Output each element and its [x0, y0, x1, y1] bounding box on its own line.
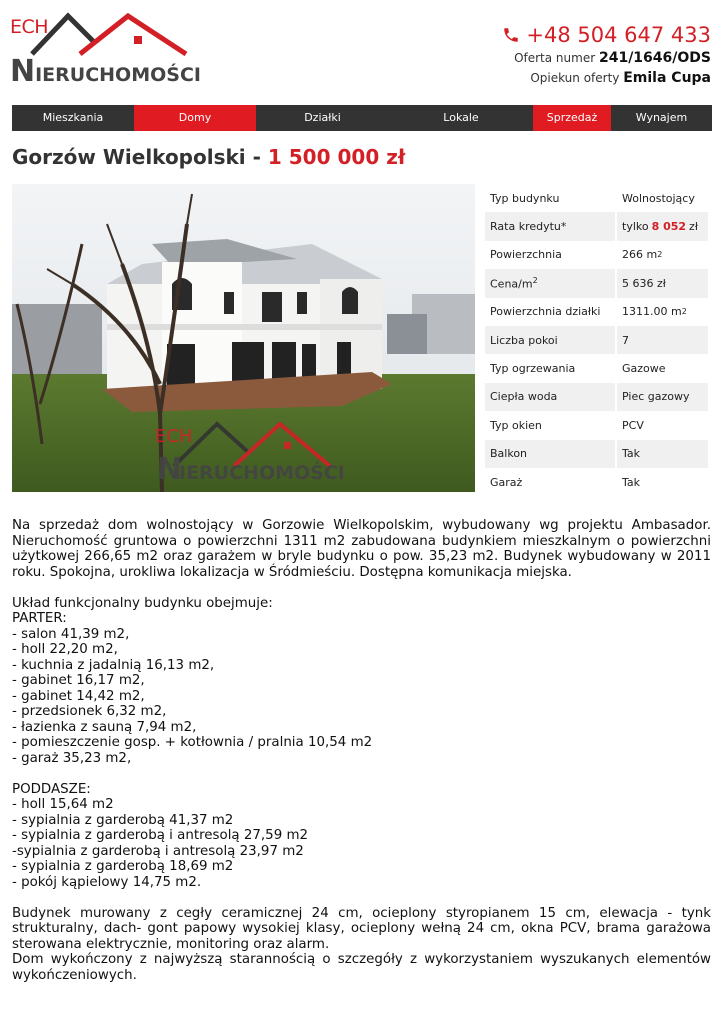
- logo-rest: IERUCHOMOŚCI: [35, 64, 201, 86]
- spec-value: PCV: [615, 411, 708, 439]
- offer-number-line: [502, 48, 711, 68]
- spec-row-garaz: [485, 468, 708, 496]
- property-photo[interactable]: [12, 184, 475, 492]
- spec-value-text: 266 m: [622, 248, 658, 262]
- list-item: - kuchnia z jadalnią 16,13 m2,: [12, 657, 215, 673]
- offer-label: Oferta numer: [514, 51, 596, 65]
- list-item: -sypialnia z garderobą i antresolą 23,97 m2: [12, 843, 304, 859]
- spec-value-sup: 2: [657, 250, 663, 260]
- spec-label: Liczba pokoi: [490, 333, 558, 347]
- rata-prefix: tylko: [622, 220, 649, 234]
- spec-label: Garaż: [490, 475, 523, 489]
- list-item: - gabinet 14,42 m2,: [12, 688, 145, 704]
- rata-suffix: zł: [689, 220, 698, 234]
- list-item: - sypialnia z garderobą 18,69 m2: [12, 859, 234, 874]
- spec-row-typ-ogrzewania: [485, 354, 708, 382]
- layout-heading: Układ funkcjonalny budynku obejmuje:: [12, 595, 273, 611]
- watermark-initial: N: [157, 452, 183, 487]
- spec-row-balkon: [485, 440, 708, 468]
- agent-label: Opiekun oferty: [530, 71, 620, 85]
- property-description: [12, 518, 711, 983]
- title-price: 1 500 000 zł: [267, 145, 406, 169]
- spec-label-text: Cena/m: [490, 277, 533, 291]
- contact-block: [502, 22, 711, 88]
- nav-item-mieszkania[interactable]: Mieszkania: [42, 111, 104, 124]
- spec-label: Ciepła woda: [490, 390, 558, 404]
- spec-row-ciepla-woda: [485, 383, 708, 411]
- spec-value: Piec gazowy: [615, 383, 708, 411]
- spec-value: [615, 212, 708, 240]
- spec-label: [485, 276, 615, 291]
- list-item: - pokój kąpielowy 14,75 m2.: [12, 874, 202, 890]
- title-city: Gorzów Wielkopolski -: [12, 145, 268, 169]
- description-intro: Na sprzedaż dom wolnostojący w Gorzowie Wielkopolskim, wybudowany wg projektu Ambasador. Nieruchomość gruntowa o powierzchni 1311 m2 zabudowana budynkiem mieszkalnym o powierzchni użytkowej 266,65 m2 oraz garażem w bryle budynku o pow. 35,23 m2. Budynek wybudowany w 2011 roku. Spokojna, urokliwa lokalizacja w Śródmieściu. Dostępna komunikacja miejska.: [12, 518, 711, 580]
- page-title: [12, 145, 405, 169]
- watermark-ech: ECH: [155, 426, 193, 447]
- spec-label: Typ okien: [490, 418, 542, 432]
- company-logo[interactable]: [10, 10, 201, 89]
- agent-name: Emila Cupa: [623, 70, 711, 86]
- nav-item-sprzedaz[interactable]: Sprzedaż: [533, 105, 611, 131]
- spec-label: Typ ogrzewania: [490, 362, 576, 376]
- spec-row-powierzchnia-dzialki: [485, 298, 708, 326]
- house-photo-illustration: [12, 184, 475, 492]
- agent-line: [502, 68, 711, 88]
- list-item: - sypialnia z garderobą i antresolą 27,59 m2: [12, 828, 309, 843]
- rata-amount: 8 052: [651, 220, 687, 234]
- spec-label: Powierzchnia działki: [490, 305, 601, 319]
- spec-value: [615, 298, 708, 326]
- logo-ech-text: ECH: [10, 16, 49, 38]
- offer-number: 241/1646/ODS: [598, 50, 711, 66]
- phone-icon: [502, 26, 520, 44]
- phone-number[interactable]: [502, 22, 711, 48]
- list-item: - holl 15,64 m2: [12, 797, 114, 812]
- spec-row-powierzchnia: [485, 241, 708, 269]
- main-navigation: [12, 105, 712, 131]
- list-item: - sypialnia z garderobą 41,37 m2: [12, 812, 234, 828]
- spec-row-typ-budynku: [485, 184, 708, 212]
- spec-row-liczba-pokoi: [485, 326, 708, 354]
- description-finish: Dom wykończony z najwyższą starannością o szczegóły z wykorzystaniem wyszukanych elementów wykończeniowych.: [12, 952, 711, 983]
- list-item: - gabinet 16,17 m2,: [12, 673, 145, 688]
- logo-initial: N: [10, 54, 36, 89]
- spec-value: Tak: [615, 468, 708, 496]
- spec-label: Rata kredytu*: [490, 220, 567, 234]
- spec-row-rata-kredytu: [485, 212, 708, 240]
- spec-label-sup: 2: [532, 276, 538, 286]
- spec-value: Tak: [615, 440, 708, 468]
- page-header: [0, 0, 724, 100]
- property-specs-table: [485, 184, 708, 496]
- spec-value-text: 1311.00 m: [622, 305, 682, 319]
- list-item: - garaż 35,23 m2,: [12, 750, 132, 766]
- watermark-rest: IERUCHOMOŚCI: [179, 462, 345, 484]
- spec-row-cena-m2: [485, 269, 708, 297]
- nav-item-lokale[interactable]: Lokale: [443, 111, 479, 124]
- spec-row-typ-okien: [485, 411, 708, 439]
- spec-label: Powierzchnia: [490, 248, 562, 262]
- nav-item-domy[interactable]: Domy: [134, 105, 256, 131]
- nav-item-dzialki[interactable]: Działki: [304, 111, 341, 124]
- spec-value: Wolnostojący: [615, 184, 708, 212]
- description-construction: Budynek murowany z cegły ceramicznej 24 cm, ocieplony styropianem 15 cm, elewacja - tynk strukturalny, dach- gont papowy wysokiej klasy, ocieplony wełną 24 cm, okna PCV, brama garażowa sterowana elektrycznie, monitoring oraz alarm.: [12, 905, 711, 952]
- list-item: - salon 41,39 m2,: [12, 626, 130, 642]
- spec-value: [615, 241, 708, 269]
- list-item: - łazienka z sauną 7,94 m2,: [12, 719, 197, 735]
- spec-label: Typ budynku: [490, 191, 560, 205]
- list-item: - holl 22,20 m2,: [12, 642, 118, 657]
- spec-value: 7: [615, 326, 708, 354]
- phone-text: +48 504 647 433: [526, 23, 711, 47]
- poddasze-heading: PODDASZE:: [12, 781, 91, 797]
- spec-label: Balkon: [490, 447, 528, 461]
- list-item: - przedsionek 6,32 m2,: [12, 704, 167, 719]
- spec-value-sup: 2: [681, 307, 687, 317]
- list-item: - pomieszczenie gosp. + kotłownia / pralnia 10,54 m2: [12, 735, 373, 750]
- nav-item-wynajem[interactable]: Wynajem: [635, 111, 688, 124]
- parter-heading: PARTER:: [12, 611, 67, 626]
- logo-nieruchomosci-text: [10, 54, 201, 89]
- spec-value: 5 636 zł: [615, 269, 708, 297]
- spec-value: Gazowe: [615, 354, 708, 382]
